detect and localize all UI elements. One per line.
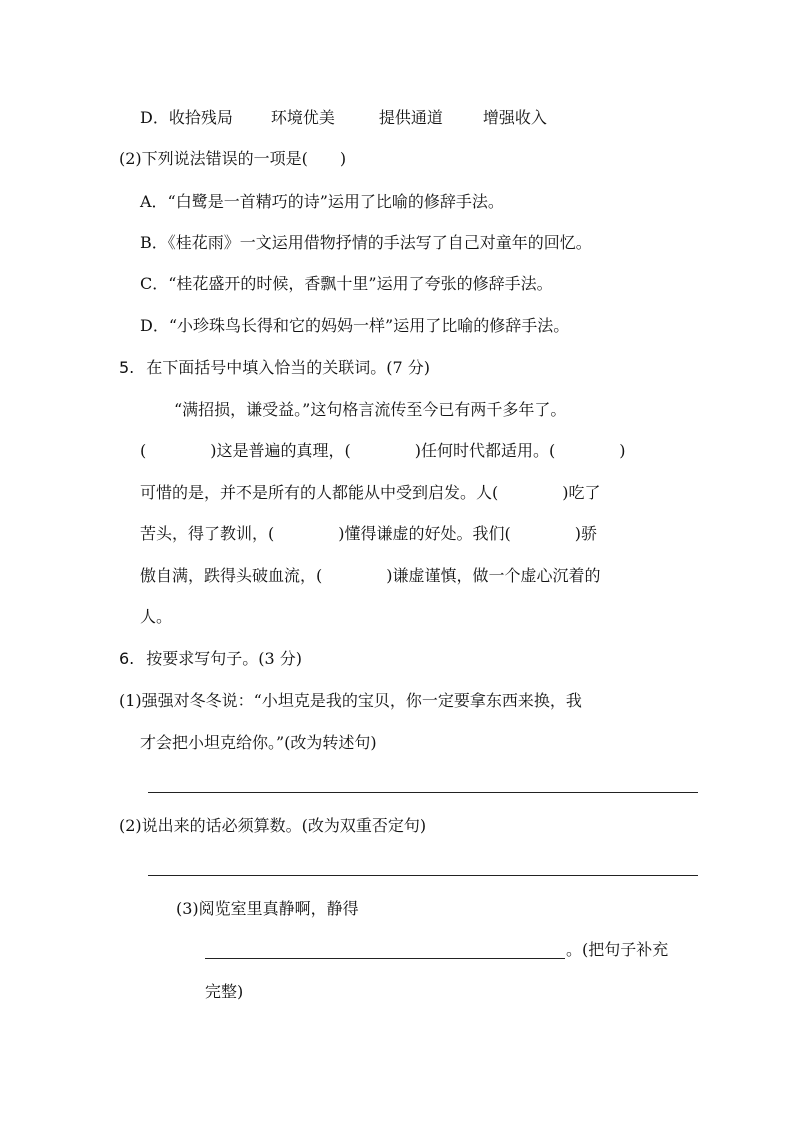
q5-number: 5. xyxy=(119,358,135,377)
q5-title: 在下面括号中填入恰当的关联词。(7 分) xyxy=(146,358,431,377)
q5-passage-line-4: 苦头，得了教训，( )懂得谦虚的好处。我们( )骄 xyxy=(140,524,597,543)
q6-title: 按要求写句子。(3 分) xyxy=(146,649,303,668)
sub2-option-c: C．“桂花盛开的时候，香飘十里”运用了夸张的修辞手法。 xyxy=(140,274,553,293)
q6-sub1-answer-line[interactable] xyxy=(148,792,698,793)
option-d-item-4: 增强收入 xyxy=(482,108,547,127)
q5-passage-line-3: 可惜的是，并不是所有的人都能从中受到启发。人( )吃了 xyxy=(140,483,601,502)
q6-sub3-answer-line[interactable] xyxy=(205,958,565,959)
option-d-label: D． xyxy=(140,108,169,127)
q6-sub3-line-3: 完整) xyxy=(205,982,244,1001)
q6-sub1-line-2: 才会把小坦克给你。”(改为转述句) xyxy=(140,733,377,752)
q5-passage-line-1: “满招损，谦受益。”这句格言流传至今已有两千多年了。 xyxy=(174,400,567,419)
q6-sub3-line-2-tail: 。(把句子补充 xyxy=(566,940,669,959)
q6-number: 6. xyxy=(119,649,135,668)
option-d-item-3: 提供通道 xyxy=(378,108,443,127)
option-d-item-1: 收拾残局 xyxy=(168,108,233,127)
q6-sub1-line-1: (1)强强对冬冬说：“小坦克是我的宝贝，你一定要拿东西来换，我 xyxy=(119,691,582,710)
q5-heading xyxy=(119,356,430,380)
sub2-option-b: B．《桂花雨》一文运用借物抒情的手法写了自己对童年的回忆。 xyxy=(140,233,592,252)
sub2-option-a: A．“白鹭是一首精巧的诗”运用了比喻的修辞手法。 xyxy=(140,192,504,211)
q6-sub3-line-1: (3)阅览室里真静啊，静得 xyxy=(176,899,359,918)
sub2-stem: (2)下列说法错误的一项是( ) xyxy=(119,149,347,168)
q6-sub2-answer-line[interactable] xyxy=(148,875,698,876)
sub2-option-d: D．“小珍珠鸟长得和它的妈妈一样”运用了比喻的修辞手法。 xyxy=(140,316,570,335)
q5-passage-line-5: 傲自满，跌得头破血流，( )谦虚谨慎，做一个虚心沉着的 xyxy=(140,566,601,585)
q5-passage-line-2: ( )这是普遍的真理，( )任何时代都适用。( ) xyxy=(140,441,626,460)
option-d-row xyxy=(140,106,547,130)
q6-sub2: (2)说出来的话必须算数。(改为双重否定句) xyxy=(119,816,427,835)
q6-heading xyxy=(119,647,302,671)
q5-passage-line-6: 人。 xyxy=(140,607,173,626)
option-d-item-2: 环境优美 xyxy=(270,108,335,127)
